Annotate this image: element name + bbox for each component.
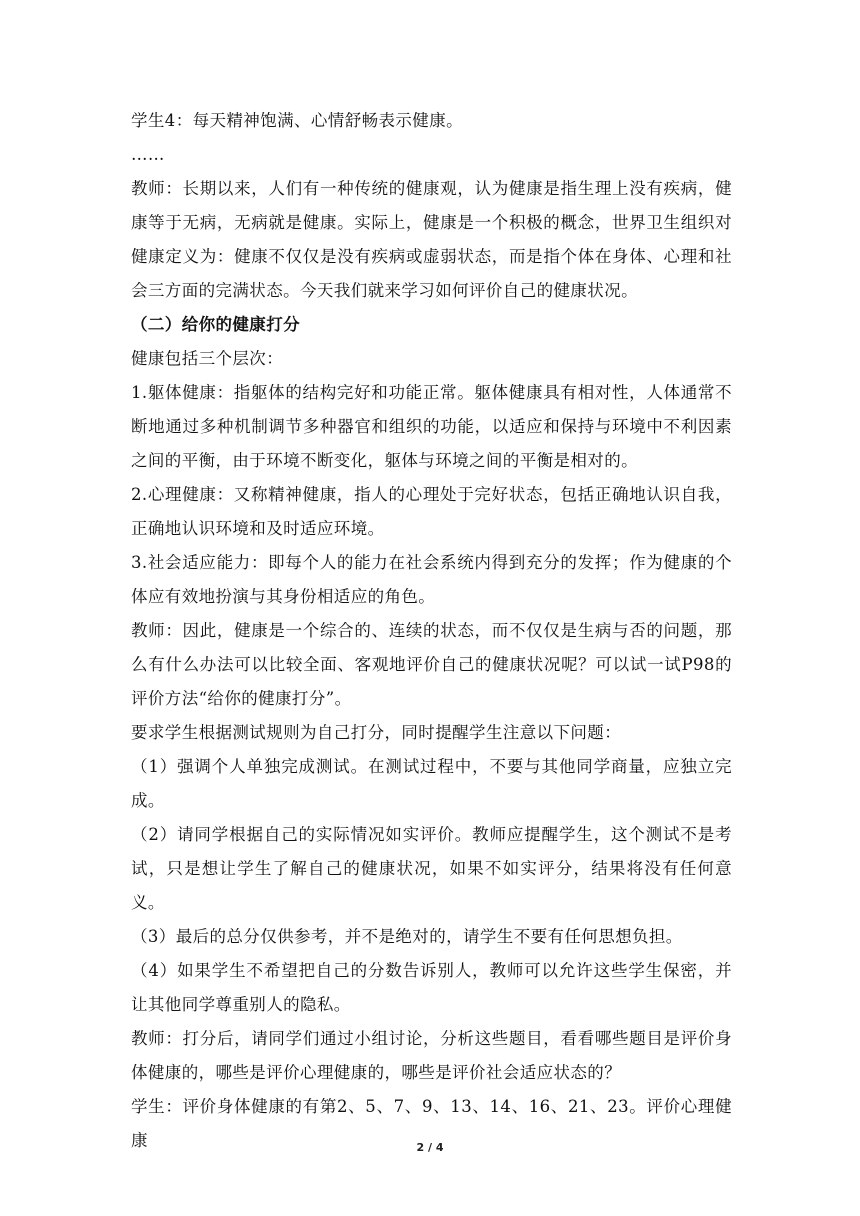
paragraph-mental-health: 2.心理健康：又称精神健康，指人的心理处于完好状态，包括正确地认识自我，正确地认识环境和及时适应环境。 <box>131 485 732 538</box>
paragraph-note-4: （4）如果学生不希望把自己的分数告诉别人，教师可以允许这些学生保密，并让其他同学尊重别人的隐私。 <box>131 961 732 1014</box>
paragraph-note-3: （3）最后的总分仅供参考，并不是绝对的，请学生不要有任何思想负担。 <box>131 927 683 946</box>
paragraph-physical-health: 1.躯体健康：指躯体的结构完好和功能正常。躯体健康具有相对性，人体通常不断地通过多种机制调节多种器官和组织的功能，以适应和保持与环境中不利因素之间的平衡，由于环境不断变化，躯体与环境之间的平衡是相对的。 <box>131 383 732 470</box>
paragraph-social-adaptation: 3.社会适应能力：即每个人的能力在社会系统内得到充分的发挥；作为健康的个体应有效地扮演与其身份相适应的角色。 <box>131 553 732 606</box>
paragraph-teacher-health-concept: 教师：长期以来，人们有一种传统的健康观，认为健康是指生理上没有疾病，健康等于无病，无病就是健康。实际上，健康是一个积极的概念，世界卫生组织对健康定义为：健康不仅仅是没有疾病或虚弱状态，而是指个体在身体、心理和社会三方面的完满状态。今天我们就来学习如何评价自己的健康状况。 <box>131 179 732 300</box>
paragraph-note-1: （1）强调个人单独完成测试。在测试过程中，不要与其他同学商量，应独立完成。 <box>131 757 732 810</box>
paragraph-ellipsis: …… <box>131 145 165 164</box>
section-heading: （二）给你的健康打分 <box>131 315 300 334</box>
paragraph-student-answer: 学生：评价身体健康的有第2、5、7、9、13、14、16、21、23。评价心理健康 <box>131 1097 732 1150</box>
paragraph-student-4: 学生4：每天精神饱满、心情舒畅表示健康。 <box>131 111 463 130</box>
page-number: 2 / 4 <box>416 1141 444 1154</box>
paragraph-teacher-evaluation: 教师：因此，健康是一个综合的、连续的状态，而不仅仅是生病与否的问题，那么有什么办法可以比较全面、客观地评价自己的健康状况呢？可以试一试P98的评价方法“给你的健康打分”。 <box>131 621 732 708</box>
paragraph-note-2: （2）请同学根据自己的实际情况如实评价。教师应提醒学生，这个测试不是考试，只是想让学生了解自己的健康状况，如果不如实评分，结果将没有任何意义。 <box>131 825 732 912</box>
paragraph-test-requirements: 要求学生根据测试规则为自己打分，同时提醒学生注意以下问题： <box>131 723 622 742</box>
document-body <box>131 104 732 1158</box>
paragraph-teacher-discussion: 教师：打分后，请同学们通过小组讨论，分析这些题目，看看哪些题目是评价身体健康的，哪些是评价心理健康的，哪些是评价社会适应状态的？ <box>131 1029 732 1082</box>
paragraph-three-levels: 健康包括三个层次： <box>131 349 284 368</box>
